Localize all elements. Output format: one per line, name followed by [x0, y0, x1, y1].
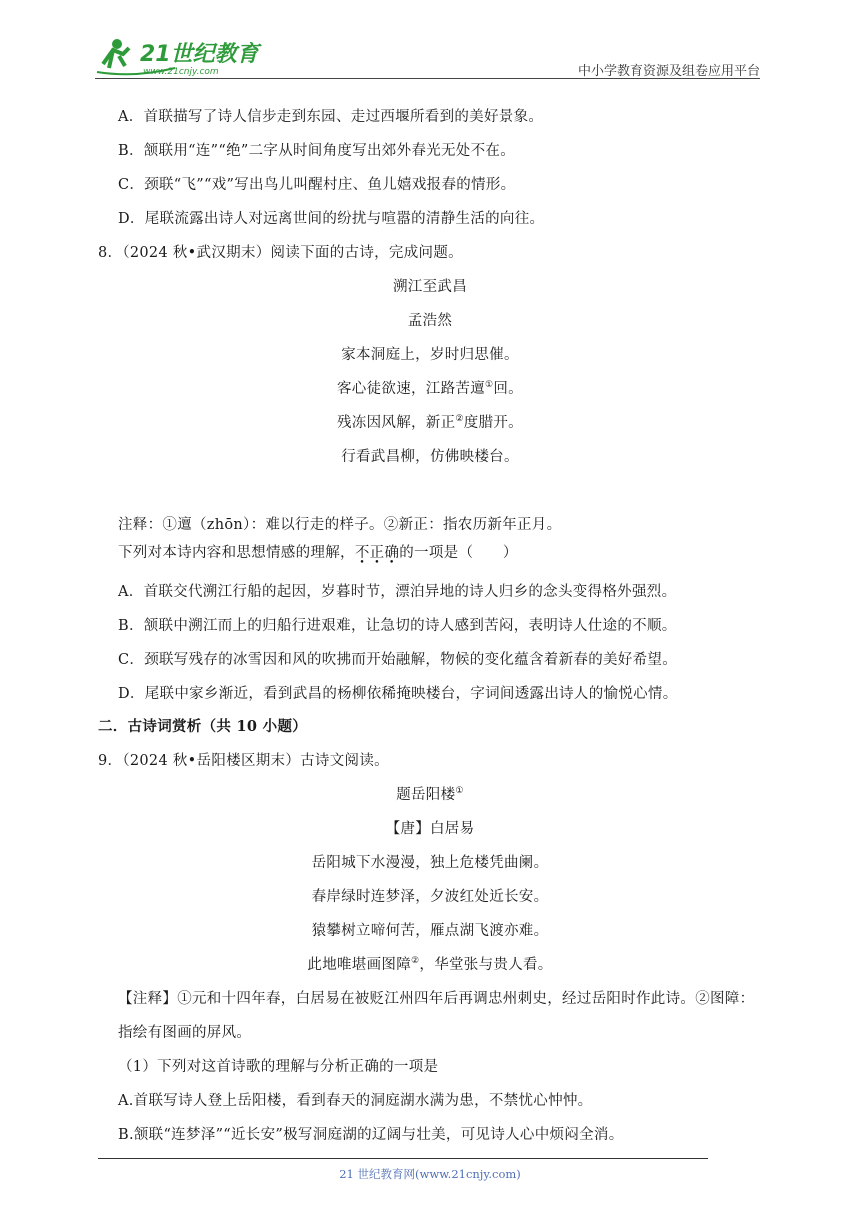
svg-text:21世纪教育: 21世纪教育: [140, 42, 259, 67]
platform-name: 中小学教育资源及组卷应用平台: [577, 64, 760, 79]
q8-poem-line-2: 客心徒欲速，江路苦邅①回。: [337, 380, 523, 397]
logo-21cnjy: [95, 34, 265, 78]
q9-poem-author: 【唐】白居易: [385, 821, 475, 837]
q8-option-d: D．尾联中家乡渐近，看到武昌的杨柳依稀掩映楼台，字词间透露出诗人的愉悦心情。: [118, 686, 678, 702]
q9-poem-line-1: 岳阳城下水漫漫，独上危楼凭曲阑。: [311, 855, 549, 871]
q8-poem-title: 溯江至武昌: [393, 279, 467, 295]
page-header: [95, 34, 760, 78]
q7-option-a: A．首联描写了诗人信步走到东园、走过西堰所看到的美好景象。: [118, 109, 544, 125]
q8-option-c: C．颈联写残存的冰雪因和风的吹拂而开始融解，物候的变化蕴含着新春的美好希望。: [118, 652, 677, 668]
svg-text:www.21cnjy.com: www.21cnjy.com: [143, 67, 219, 77]
q7-option-d: D．尾联流露出诗人对远离世间的纷扰与喧嚣的清静生活的向往。: [118, 211, 545, 227]
q7-option-c: C．颈联“飞”“戏”写出鸟儿叫醒村庄、鱼儿嬉戏报春的情形。: [118, 177, 516, 193]
q9-note-2: 指绘有图画的屏风。: [118, 1025, 252, 1041]
q9-note-1: 【注释】①元和十四年春，白居易在被贬江州四年后再调忠州刺史，经过岳阳时作此诗。②图障：: [118, 991, 755, 1007]
footer-divider: [98, 1158, 708, 1159]
q8-poem-line-3: 残冻因风解，新正②度腊开。: [337, 414, 523, 431]
q8-note: 注释：①邅（zhōn）：难以行走的样子。②新正：指农历新年正月。: [118, 517, 562, 533]
q9-poem-line-4: 此地唯堪画图障②，华堂张与贵人看。: [307, 956, 553, 973]
q9-poem-line-3: 猿攀树立啼何苦，雁点湖飞渡亦难。: [311, 923, 549, 939]
q8-stem: 8．（2024 秋•武汉期末）阅读下面的古诗，完成问题。: [98, 245, 463, 261]
q9-poem-line-2: 春岸绿时连梦泽，夕波红处近长安。: [311, 889, 549, 905]
q9-stem: 9．（2024 秋•岳阳楼区期末）古诗文阅读。: [98, 753, 389, 769]
footer-link[interactable]: 21 世纪教育网(www.21cnjy.com): [339, 1167, 521, 1181]
q8-question: 下列对本诗内容和思想情感的理解，不正确的一项是（ ）: [118, 545, 518, 561]
q9-option-a: A.首联写诗人登上岳阳楼，看到春天的洞庭湖水满为患，不禁忧心忡忡。: [118, 1093, 593, 1109]
q9-poem-title: 题岳阳楼①: [396, 786, 464, 803]
q8-poem-line-1: 家本洞庭上，岁时归思催。: [341, 347, 519, 363]
q9-option-b: B.颔联“连梦泽”“近长安”极写洞庭湖的辽阔与壮美，可见诗人心中烦闷全消。: [118, 1127, 624, 1143]
q9-subquestion-1: （1）下列对这首诗歌的理解与分析正确的一项是: [118, 1059, 439, 1075]
section-2-heading: 二．古诗词赏析（共 10 小题）: [98, 718, 308, 735]
header-divider: [95, 78, 760, 79]
q8-poem-line-4: 行看武昌柳，仿佛映楼台。: [341, 449, 519, 465]
q8-option-a: A．首联交代溯江行船的起因，岁暮时节，漂泊异地的诗人归乡的念头变得格外强烈。: [118, 584, 677, 600]
q8-option-b: B．颔联中溯江而上的归船行进艰难，让急切的诗人感到苦闷，表明诗人仕途的不顺。: [118, 618, 677, 634]
q7-option-b: B．颔联用“连”“绝”二字从时间角度写出郊外春光无处不在。: [118, 143, 516, 159]
q8-poem-author: 孟浩然: [407, 313, 453, 329]
